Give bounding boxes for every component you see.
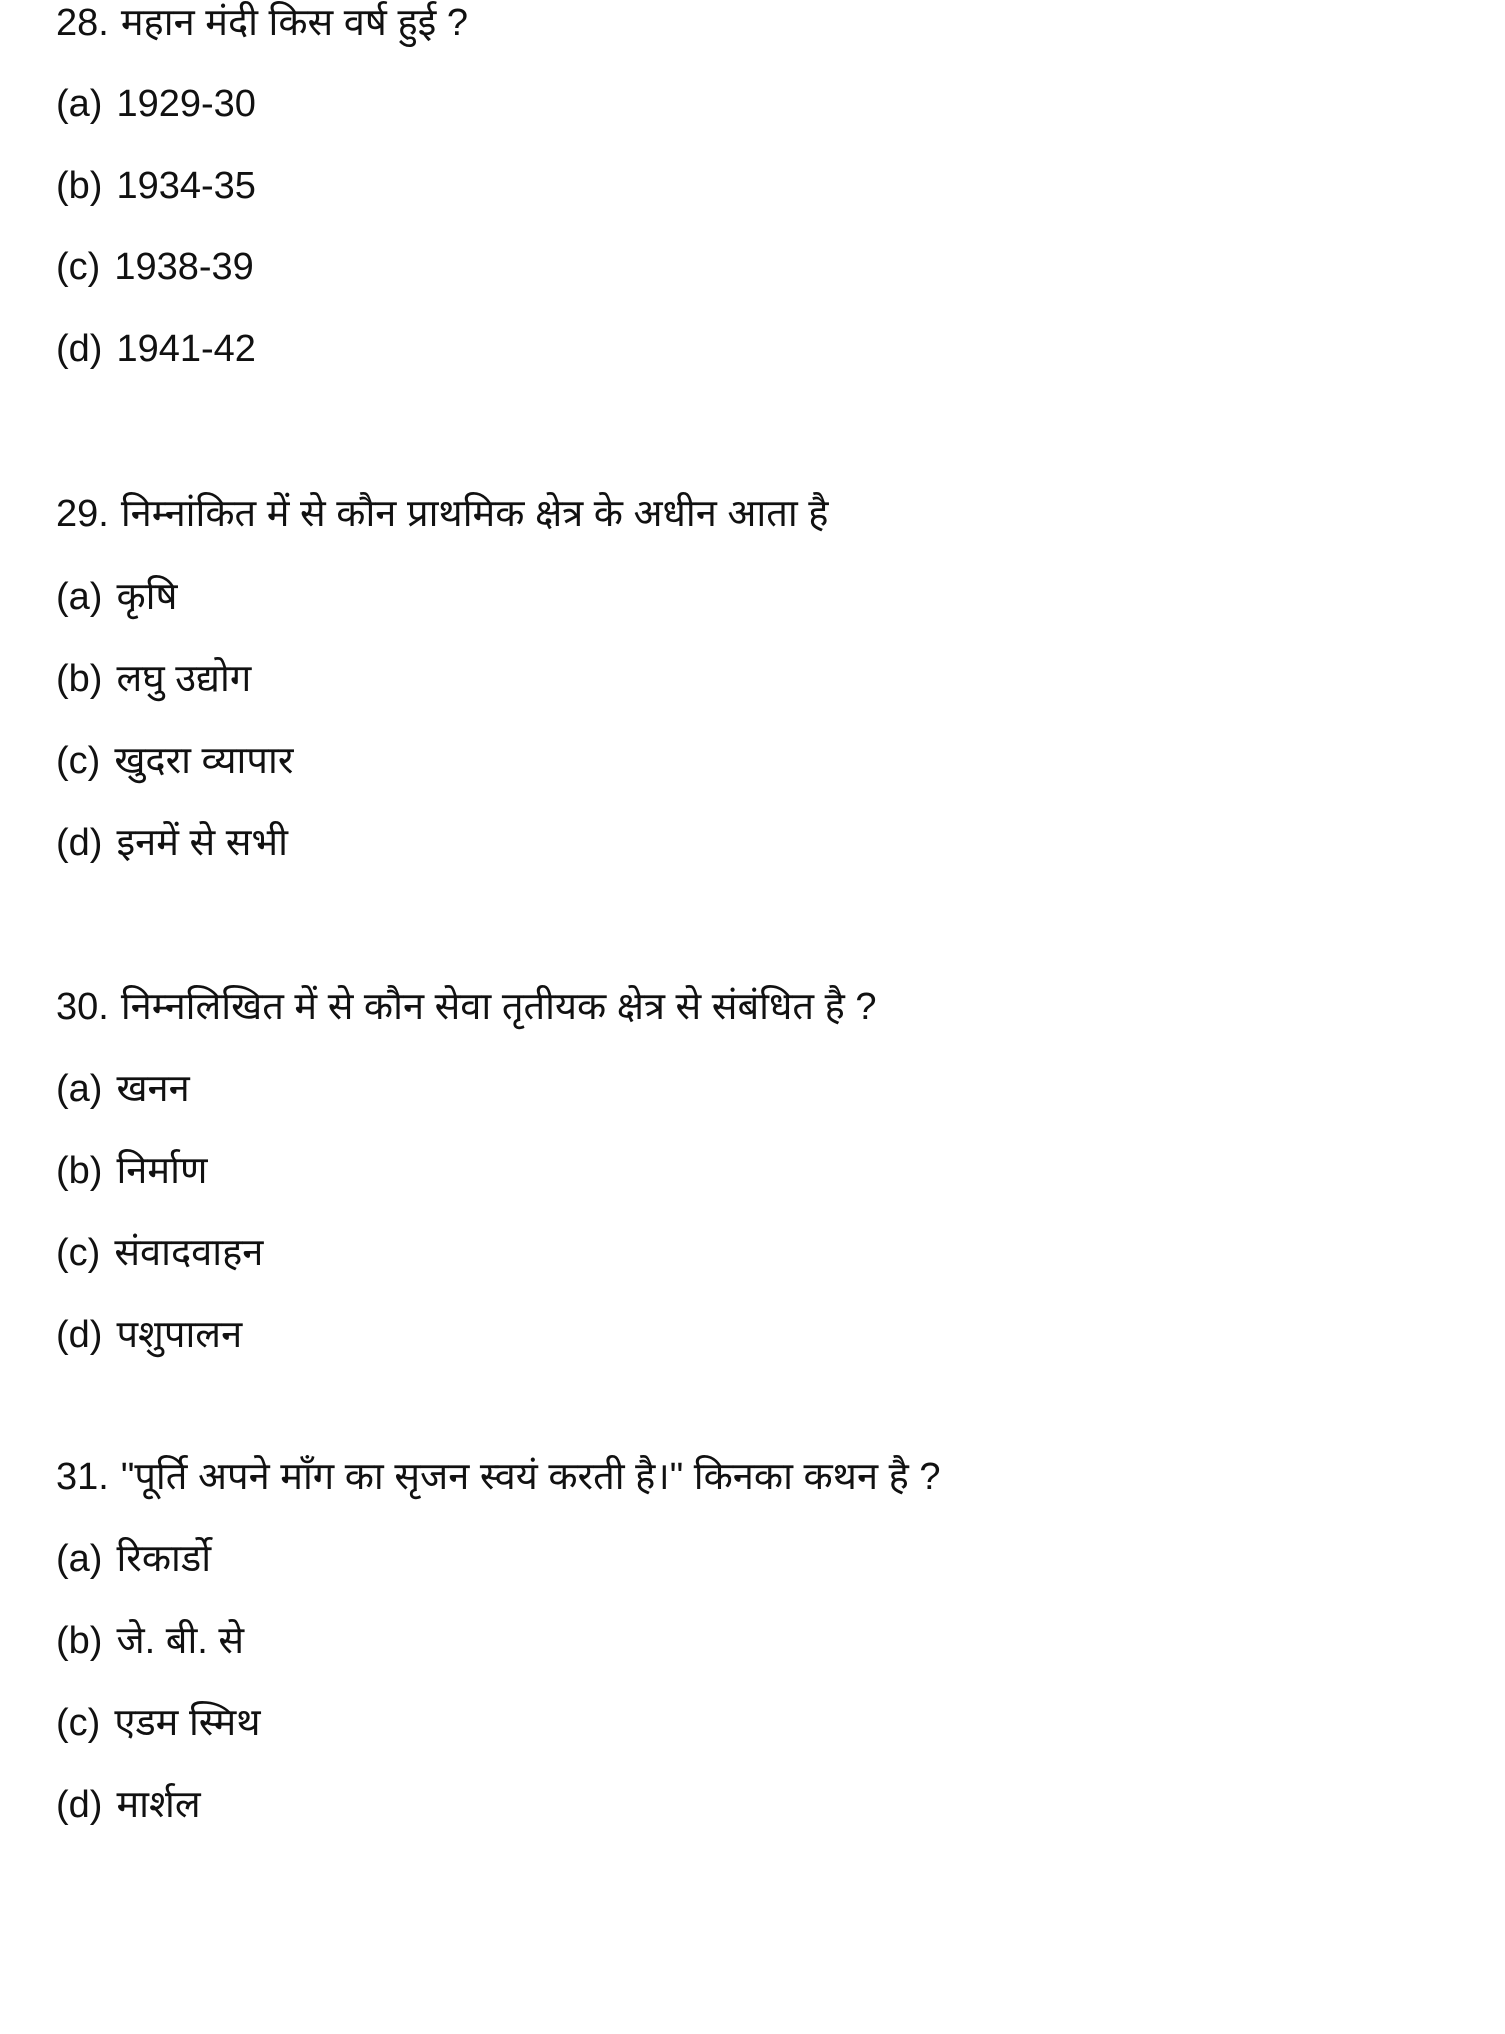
question-number: 30. xyxy=(56,986,109,1028)
option-text: एडम स्मिथ xyxy=(114,1702,261,1744)
option-text: 1938-39 xyxy=(114,246,254,288)
option-item xyxy=(56,1782,201,1828)
option-label: (c) xyxy=(56,1702,101,1744)
question-text: महान मंदी किस वर्ष हुई ? xyxy=(120,2,468,44)
question-1 xyxy=(56,491,828,537)
option-text: कृषि xyxy=(116,576,178,618)
option-label: (a) xyxy=(56,1538,103,1580)
option-item xyxy=(56,81,256,127)
option-label: (b) xyxy=(56,1150,103,1192)
option-text: 1929-30 xyxy=(116,83,256,125)
option-label: (d) xyxy=(56,1314,103,1356)
option-item xyxy=(56,244,254,290)
option-label: (b) xyxy=(56,658,103,700)
option-label: (a) xyxy=(56,1068,103,1110)
option-item xyxy=(56,163,256,209)
option-text: खनन xyxy=(116,1068,190,1110)
option-label: (a) xyxy=(56,576,103,618)
option-label: (c) xyxy=(56,246,101,288)
option-label: (d) xyxy=(56,1784,103,1826)
question-number: 28. xyxy=(56,2,109,44)
question-number: 29. xyxy=(56,493,109,535)
option-text: इनमें से सभी xyxy=(116,822,288,864)
option-item xyxy=(56,1312,242,1358)
option-text: मार्शल xyxy=(116,1784,201,1826)
question-0 xyxy=(56,0,468,46)
option-text: 1941-42 xyxy=(116,328,256,370)
question-number: 31. xyxy=(56,1456,109,1498)
option-item xyxy=(56,1148,207,1194)
option-text: संवादवाहन xyxy=(114,1232,264,1274)
option-text: 1934-35 xyxy=(116,165,256,207)
question-text: निम्नलिखित में से कौन सेवा तृतीयक क्षेत्र से संबंधित है ? xyxy=(120,986,877,1028)
option-item xyxy=(56,656,251,702)
option-label: (c) xyxy=(56,1232,101,1274)
option-text: जे. बी. से xyxy=(116,1620,245,1662)
option-item xyxy=(56,1066,190,1112)
option-item xyxy=(56,1230,263,1276)
option-text: खुदरा व्यापार xyxy=(114,740,294,782)
option-label: (d) xyxy=(56,822,103,864)
option-item xyxy=(56,326,256,372)
question-text: निम्नांकित में से कौन प्राथमिक क्षेत्र के अधीन आता है xyxy=(120,493,829,535)
option-text: पशुपालन xyxy=(116,1314,243,1356)
option-label: (c) xyxy=(56,740,101,782)
question-2 xyxy=(56,984,876,1030)
option-text: निर्माण xyxy=(116,1150,208,1192)
option-text: रिकार्डो xyxy=(116,1538,212,1580)
option-label: (d) xyxy=(56,328,103,370)
question-text: "पूर्ति अपने माँग का सृजन स्वयं करती है।" किनका कथन है ? xyxy=(120,1456,941,1498)
option-label: (a) xyxy=(56,83,103,125)
option-item xyxy=(56,1536,211,1582)
option-label: (b) xyxy=(56,165,103,207)
option-text: लघु उद्योग xyxy=(116,658,252,700)
option-item xyxy=(56,738,293,784)
option-item xyxy=(56,1700,261,1746)
option-item xyxy=(56,820,288,866)
option-label: (b) xyxy=(56,1620,103,1662)
question-3 xyxy=(56,1454,940,1500)
option-item xyxy=(56,574,177,620)
option-item xyxy=(56,1618,244,1664)
